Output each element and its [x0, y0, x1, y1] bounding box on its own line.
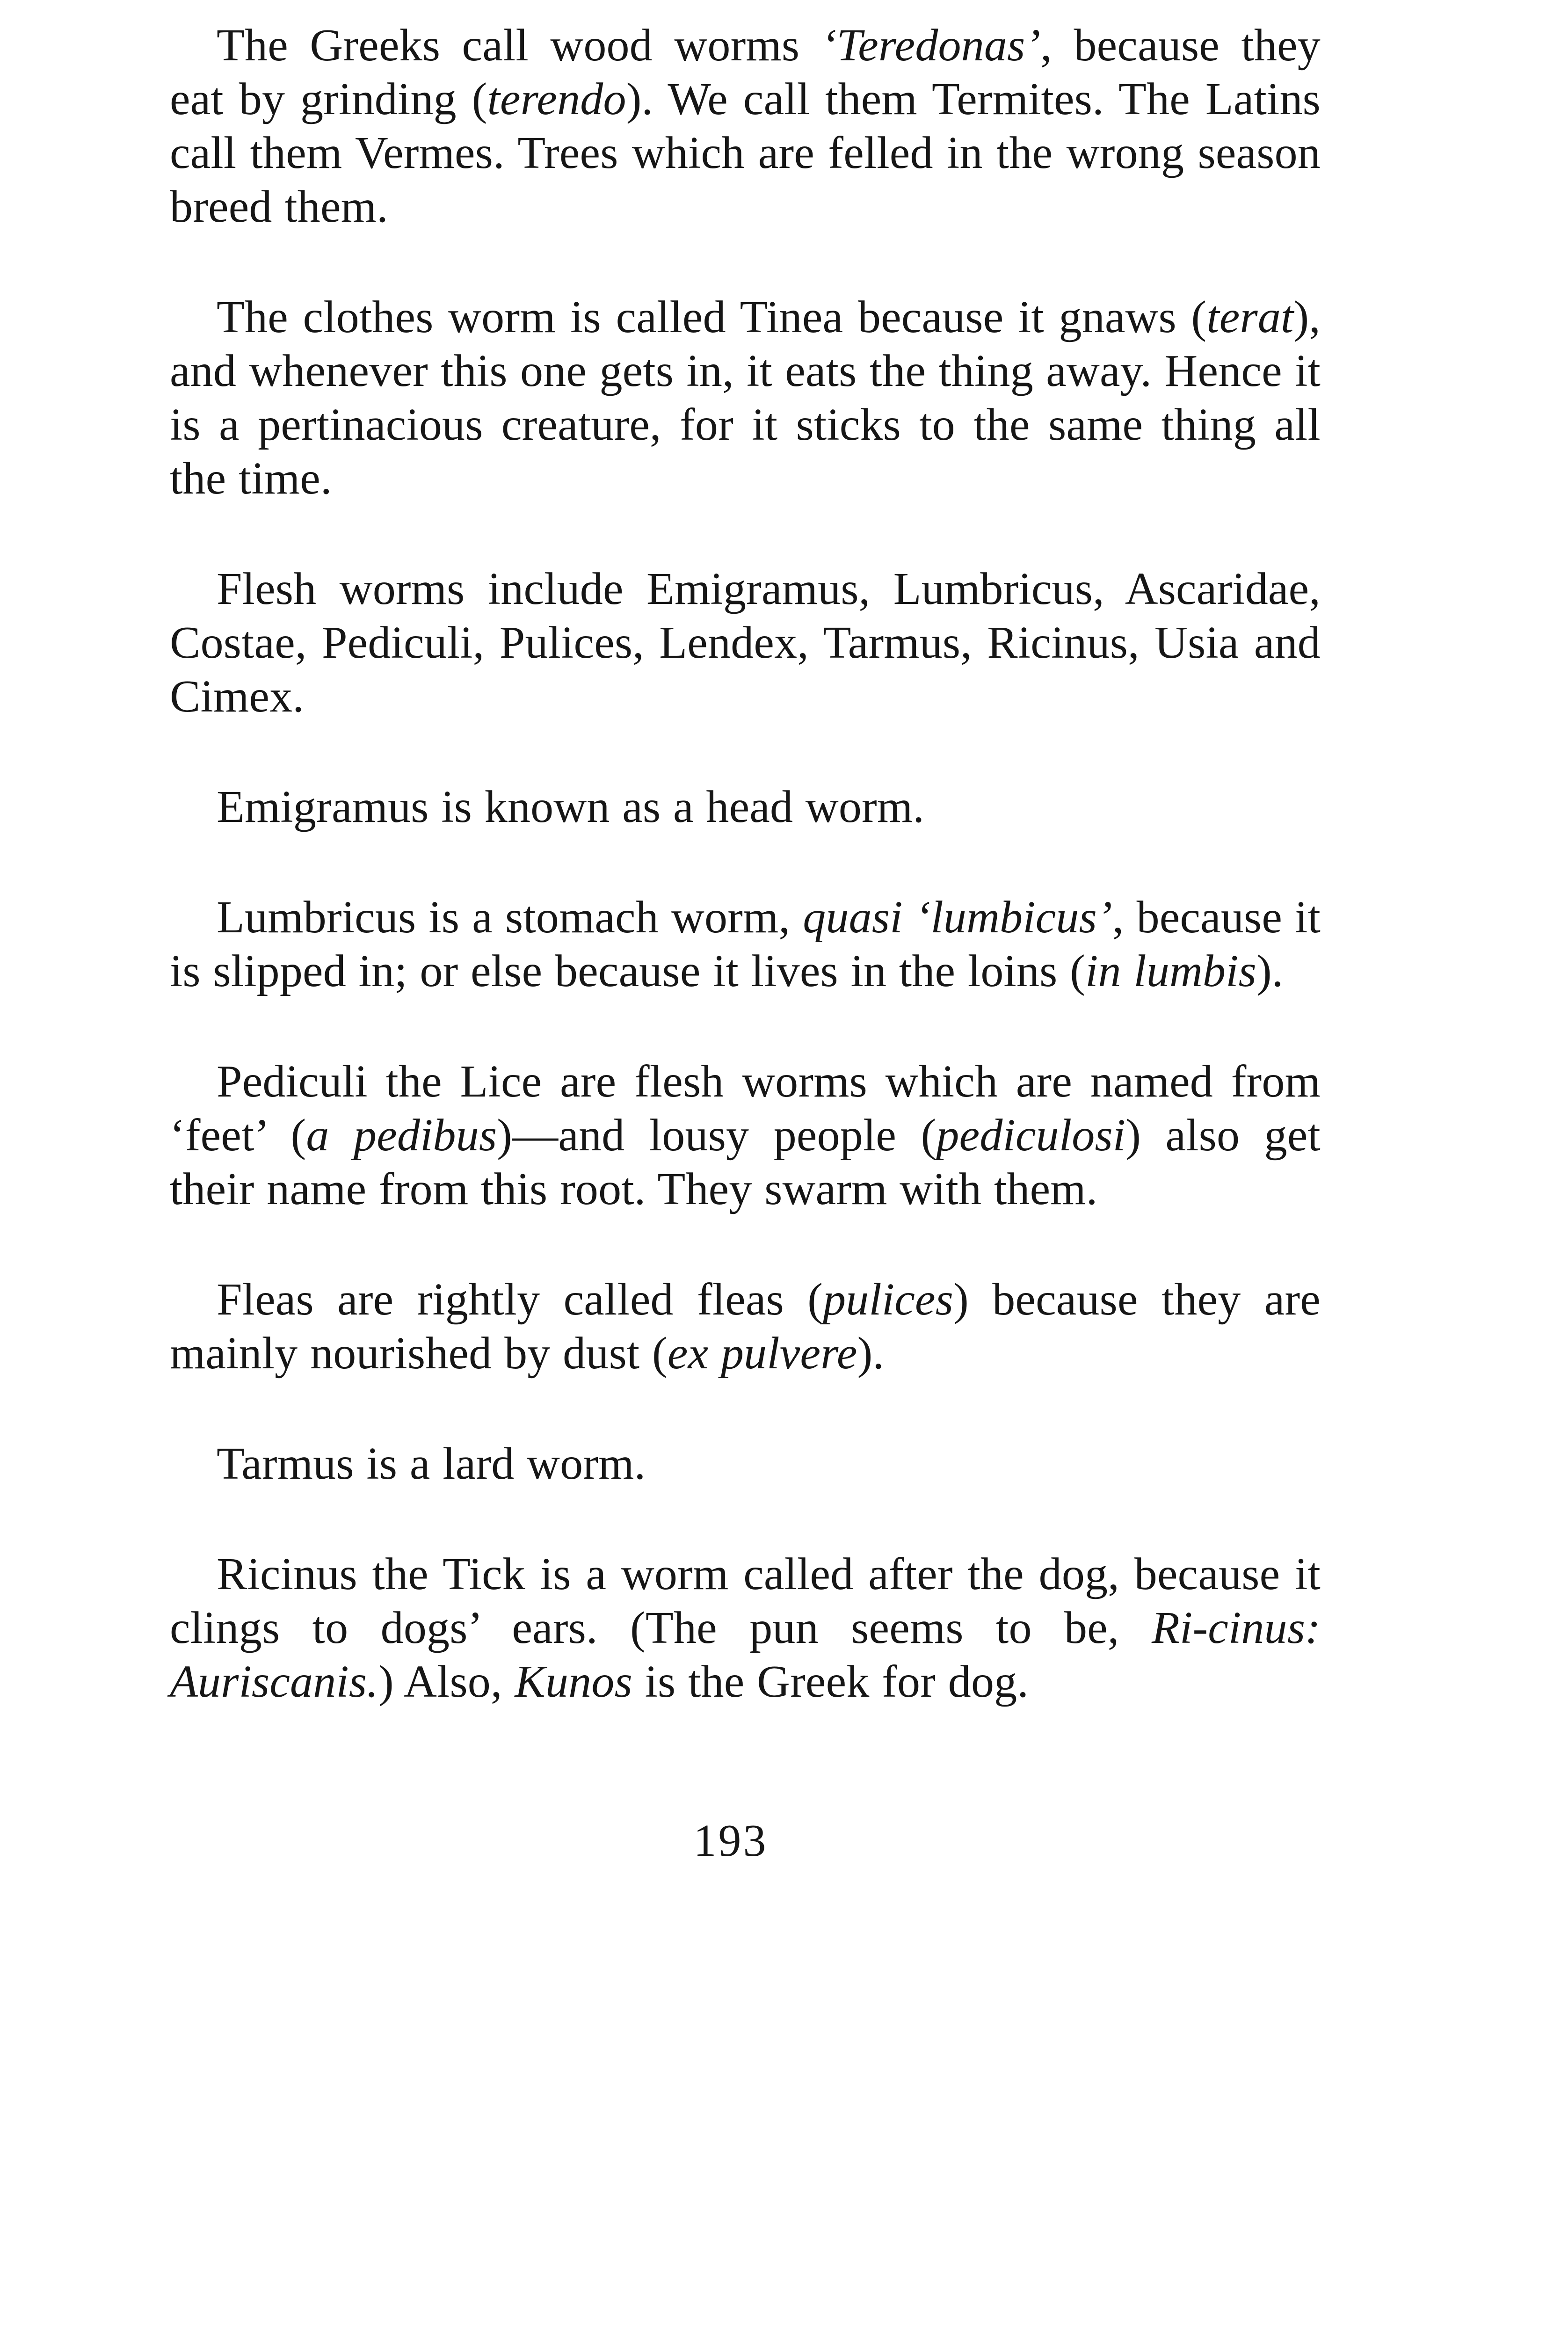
- paragraph-emigramus: [170, 780, 1321, 834]
- text-run: ) Also,: [378, 1656, 515, 1707]
- text-run: ) because they are mainly nourished by dust (: [170, 1274, 1321, 1379]
- paragraph-lumbricus: [170, 891, 1321, 998]
- italic-term: ex pulvere: [667, 1328, 857, 1379]
- text-run: ), and whenever this one gets in, it eats the thing away. Hence it is a pertinacious creature, for it sticks to the same thing all the time.: [170, 292, 1321, 504]
- italic-term: a pedibus: [306, 1110, 497, 1161]
- text-run: Ricinus the Tick is a worm called after the dog, because it clings to dogs’ ears. (The pun seems to be,: [170, 1549, 1321, 1653]
- text-run: ).: [1256, 946, 1284, 996]
- paragraph-fleas: [170, 1273, 1321, 1380]
- body-text: [170, 19, 1321, 1709]
- page-number: 193: [693, 1816, 768, 1866]
- italic-term: in lumbis: [1085, 946, 1256, 996]
- paragraph-clothes-worm: [170, 291, 1321, 506]
- italic-term: pediculosi: [936, 1110, 1126, 1161]
- text-run: ).: [857, 1328, 885, 1379]
- text-run: ) also get their name from this root. They swarm with them.: [170, 1110, 1321, 1214]
- text-run: Emigramus is known as a head worm.: [217, 782, 925, 832]
- paragraph-pediculi: [170, 1055, 1321, 1216]
- text-run: Pediculi the Lice are flesh worms which are named from ‘feet’ (: [170, 1056, 1321, 1161]
- italic-term: pulices: [823, 1274, 954, 1325]
- text-run: The Greeks call wood worms: [217, 20, 821, 71]
- paragraph-tarmus: [170, 1437, 1321, 1491]
- paragraph-ricinus: [170, 1547, 1321, 1709]
- paragraph-wood-worms: [170, 19, 1321, 234]
- italic-term: ‘Teredonas’: [821, 20, 1041, 71]
- text-run: ). We call them Termites. The Latins call them Vermes. Trees which are felled in the wrong season breed them.: [170, 74, 1321, 232]
- text-run: Flesh worms include Emigramus, Lumbricus, Ascaridae, Costae, Pediculi, Pulices, Lendex, Tarmus, Ricinus, Usia and Cimex.: [170, 564, 1321, 722]
- italic-term: terat: [1206, 292, 1294, 342]
- italic-term: terendo: [487, 74, 626, 124]
- italic-term: Ri-cinus: Auriscanis.: [170, 1603, 1321, 1707]
- text-run: Lumbricus is a stomach worm,: [217, 892, 803, 943]
- text-run: Tarmus is a lard worm.: [217, 1438, 646, 1489]
- italic-term: Kunos: [515, 1656, 632, 1707]
- text-run: )—and lousy people (: [497, 1110, 936, 1161]
- text-run: , because they eat by grinding (: [170, 20, 1321, 124]
- italic-term: quasi ‘lumbicus’: [803, 892, 1112, 943]
- text-run: Fleas are rightly called fleas (: [217, 1274, 823, 1325]
- text-run: The clothes worm is called Tinea because it gnaws (: [217, 292, 1207, 342]
- paragraph-flesh-worms: [170, 562, 1321, 724]
- text-run: is the Greek for dog.: [632, 1656, 1029, 1707]
- text-run: , because it is slipped in; or else because it lives in the loins (: [170, 892, 1321, 996]
